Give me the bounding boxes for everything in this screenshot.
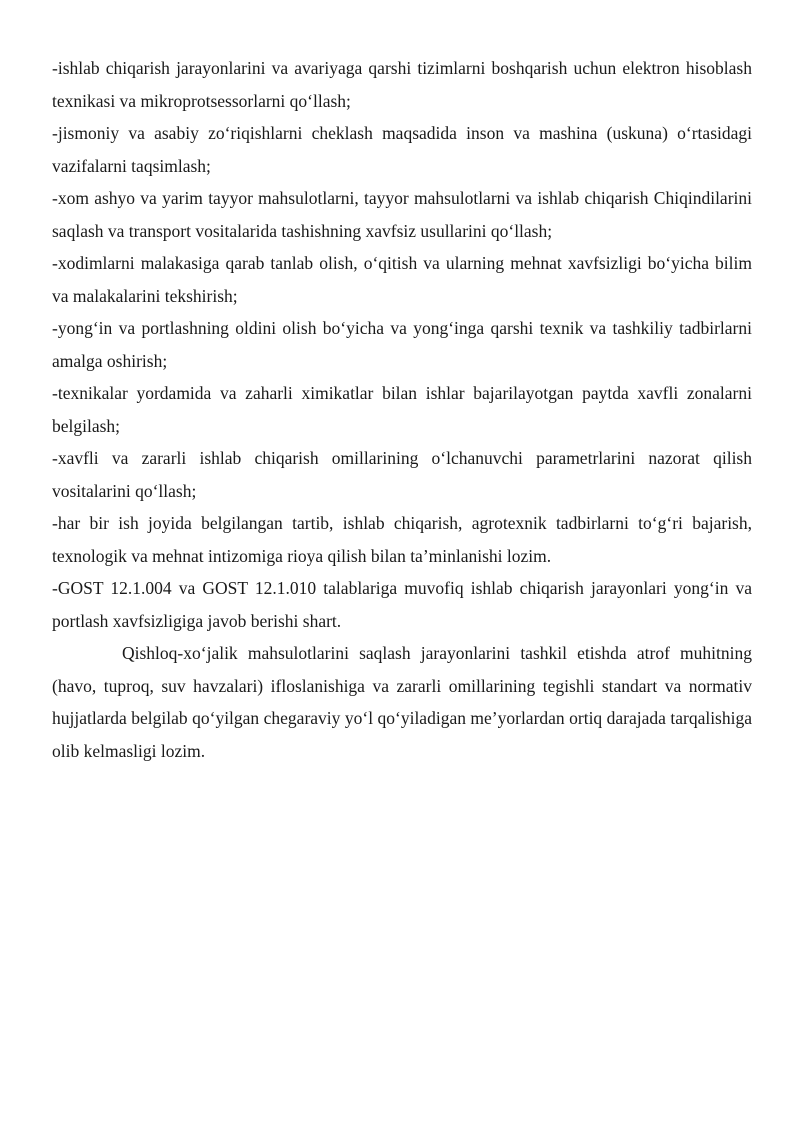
list-item: -xom ashyo va yarim tayyor mahsulotlarni, tayyor mahsulotlarni va ishlab chiqarish Chiqindilarini saqlash va transport vositalarida tashishning xavfsiz usullarini qo‘llash; [52,188,752,241]
list-item: -ishlab chiqarish jarayonlarini va avariyaga qarshi tizimlarni boshqarish uchun elektron hisoblash texnikasi va mikroprotsessorlarni qo‘llash; [52,58,752,111]
closing-paragraph: Qishloq-xo‘jalik mahsulotlarini saqlash jarayonlarini tashkil etishda atrof muhitning (havo, tuproq, suv havzalari) ifloslanishiga va zararli omillarining tegishli standart va normativ hujjatlarda belgilab qo‘yilgan chegaraviy yo‘l qo‘yiladigan me’yorlardan ortiq darajada tarqalishiga olib kelmasligi lozim. [52,643,752,761]
document-page [52,52,752,767]
list-item: -har bir ish joyida belgilangan tartib, ishlab chiqarish, agrotexnik tadbirlarni to‘g‘ri bajarish, texnologik va mehnat intizomiga rioya qilish bilan ta’minlanishi lozim. [52,513,752,566]
list-item: -xodimlarni malakasiga qarab tanlab olish, o‘qitish va ularning mehnat xavfsizligi bo‘yicha bilim va malakalarini tekshirish; [52,253,752,306]
list-item: -jismoniy va asabiy zo‘riqishlarni cheklash maqsadida inson va mashina (uskuna) o‘rtasidagi vazifalarni taqsimlash; [52,123,752,176]
list-item: -GOST 12.1.004 va GOST 12.1.010 talablariga muvofiq ishlab chiqarish jarayonlari yong‘in va portlash xavfsizligiga javob berishi shart. [52,578,752,631]
list-item: -xavfli va zararli ishlab chiqarish omillarining o‘lchanuvchi parametrlarini nazorat qilish vositalarini qo‘llash; [52,448,752,501]
list-item: -texnikalar yordamida va zaharli ximikatlar bilan ishlar bajarilayotgan paytda xavfli zonalarni belgilash; [52,383,752,436]
list-item: -yong‘in va portlashning oldini olish bo‘yicha va yong‘inga qarshi texnik va tashkiliy tadbirlarni amalga oshirish; [52,318,752,371]
